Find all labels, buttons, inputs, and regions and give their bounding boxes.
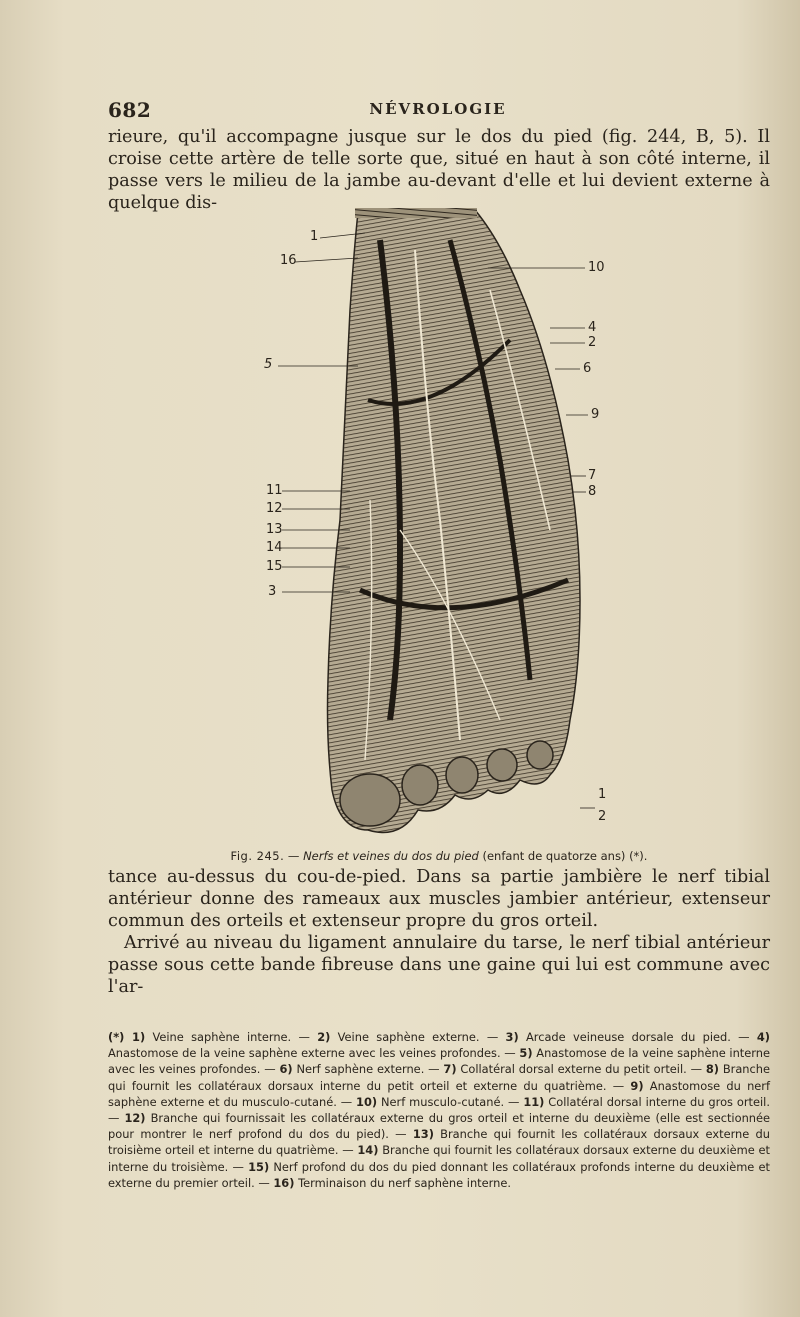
footnote-number: 9) <box>630 1078 644 1093</box>
fraction-denominator: 2 <box>598 809 607 824</box>
footnote-text: Anastomose de la veine saphène interne avec les veines profondes. — <box>108 1046 770 1077</box>
foot-outline <box>328 210 581 833</box>
caption-dash: — <box>287 849 300 863</box>
footnote-number: 14) <box>357 1143 379 1158</box>
footnote-number: 10) <box>356 1094 378 1109</box>
caption-fig-number: Fig. 245. <box>230 849 285 863</box>
footnote-number: 6) <box>279 1062 293 1077</box>
page-number: 682 <box>108 98 152 122</box>
footnote-text: Collatéral dorsal externe du petit orteil. — <box>460 1062 706 1077</box>
footnote-number: 16) <box>273 1175 295 1190</box>
figure-label-left: 13 <box>266 522 283 537</box>
caption-note: (enfant de quatorze ans) (*). <box>482 849 648 863</box>
footnote-number: 7) <box>443 1062 457 1077</box>
footnote-text: Nerf saphène externe. — <box>296 1062 444 1077</box>
figure-label-right: 10 <box>588 260 605 275</box>
footnote-text: Branche qui fournissait les collatéraux externe du gros orteil et interne du deuxième (elle est sectionnée pour montrer le nerf profond du dos du pied). — <box>108 1111 771 1142</box>
footnote-text: Nerf profond du dos du pied donnant les collatéraux profonds interne du deuxième et externe du premier orteil. — <box>108 1159 770 1190</box>
figure-label-right: 4 <box>588 320 597 335</box>
figure-label-left: 5 <box>264 357 273 372</box>
footnote-number: 15) <box>248 1159 270 1174</box>
footnote-text: Nerf musculo-cutané. — <box>381 1094 524 1109</box>
third-toe <box>446 757 478 793</box>
cut-section <box>355 208 477 218</box>
figure-label-right: 7 <box>588 468 597 483</box>
footnote-number: 8) <box>705 1062 719 1077</box>
footnote-text: Branche qui fournit les collatéraux dorsaux externe du deuxième et interne du troisième. — <box>108 1143 770 1174</box>
footnote-text: Arcade veineuse dorsale du pied. — <box>525 1030 757 1044</box>
figure-label-left: 14 <box>266 540 283 555</box>
footnote-number: 5) <box>519 1046 533 1061</box>
figure-label-left: 12 <box>266 501 283 516</box>
footnote-number: 3) <box>505 1030 519 1044</box>
footnote-text: Branche qui fournit les collatéraux dorsaux externe du troisième orteil et interne du quatrième. — <box>108 1127 770 1158</box>
footnote-text: Anastomose du nerf saphène externe et du musculo-cutané. — <box>108 1078 771 1109</box>
second-toe <box>402 765 438 805</box>
caption-title: Nerfs et veines du dos du pied <box>303 849 479 863</box>
figure-caption <box>108 849 770 863</box>
footnote-number: (*) 1) <box>108 1030 146 1044</box>
body-text-bottom <box>108 866 770 998</box>
page-header <box>108 98 768 124</box>
footnote-text: Terminaison du nerf saphène interne. <box>298 1175 511 1190</box>
footnote-number: 2) <box>317 1030 331 1044</box>
paragraph: Arrivé au niveau du ligament annulaire du tarse, le nerf tibial antérieur passe sous cette bande fibreuse dans une gaine qui lui est commune avec l'ar- <box>108 933 770 997</box>
fourth-toe <box>487 749 517 781</box>
foot-illustration <box>250 200 630 840</box>
figure-label-left: 16 <box>280 253 297 268</box>
figure-label-right: 9 <box>591 407 600 422</box>
running-head: NÉVROLOGIE <box>369 100 507 118</box>
figure-label-right: 2 <box>588 335 597 350</box>
figure-label-left: 1 <box>310 229 319 244</box>
anatomical-figure <box>250 200 630 840</box>
footnote-number: 4) <box>756 1030 771 1044</box>
fifth-toe <box>527 741 553 769</box>
big-toe <box>340 774 400 826</box>
figure-label-left: 3 <box>268 584 277 599</box>
footnote-text: Veine saphène interne. — <box>152 1030 318 1044</box>
footnote-text: Branche qui fournit les collatéraux dorsaux interne du petit orteil et externe du quatrième. — <box>108 1062 771 1093</box>
paragraph: tance au-dessus du cou-de-pied. Dans sa partie jambière le nerf tibial antérieur donne des rameaux aux muscles jambier antérieur, extenseur commun des orteils et extenseur propre du gros orteil. <box>108 867 770 931</box>
footnote-number: 13) <box>412 1127 434 1142</box>
figure-label-left: 15 <box>266 559 283 574</box>
figure-label-right: 6 <box>583 361 592 376</box>
paragraph-continuation: rieure, qu'il accompagne jusque sur le dos du pied (fig. 244, B, 5). Il croise cette artère de telle sorte que, situé en haut à son côté interne, il passe vers le milieu de la jambe au-devant d'elle et lui devient externe à quelque dis- <box>108 127 770 213</box>
figure-label-right: 8 <box>588 484 597 499</box>
figure-label-left: 11 <box>266 483 283 498</box>
footnote-text: Anastomose de la veine saphène externe avec les veines profondes. — <box>108 1046 520 1061</box>
footnote-text: Veine saphène externe. — <box>337 1030 506 1044</box>
footnote-number: 12) <box>124 1111 146 1126</box>
footnote-text: Collatéral dorsal interne du gros orteil. — <box>108 1094 770 1126</box>
footnote-number: 11) <box>523 1094 545 1109</box>
figure-footnote <box>108 1029 770 1191</box>
fraction-numerator: 1 <box>598 787 607 802</box>
